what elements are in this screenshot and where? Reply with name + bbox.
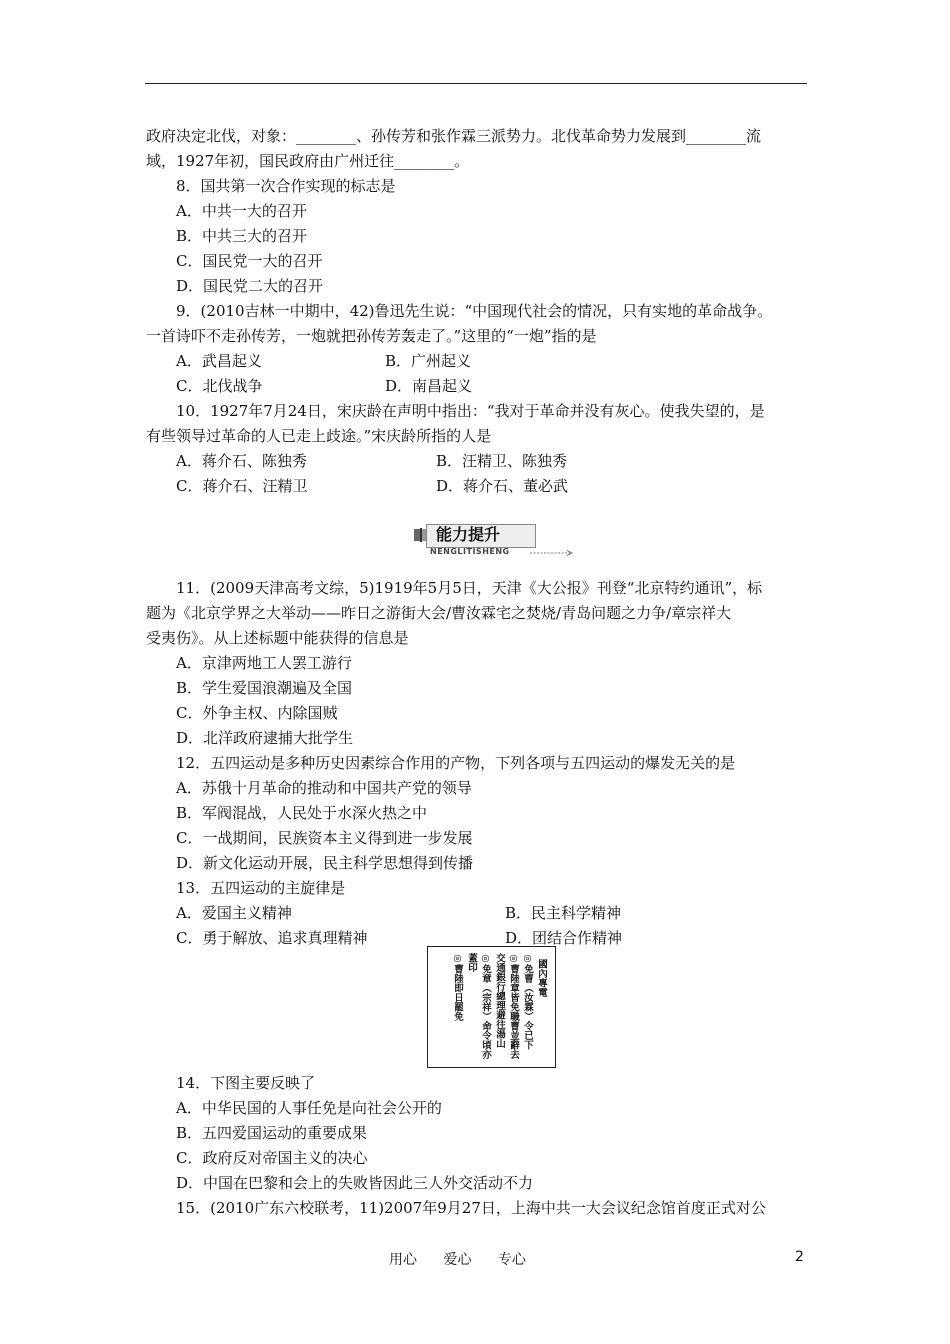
- option-b: B．民主科学精神: [505, 904, 622, 922]
- text-line: 政府决定北伐，对象：________、孙传芳和张作霖三派势力。北伐革命势力发展到________流: [146, 127, 762, 145]
- option-c: C．外争主权、内除国贼: [176, 704, 338, 722]
- telegram-column: 蓋印: [466, 953, 477, 972]
- option-c: C．一战期间，民族资本主义得到进一步发展: [176, 829, 473, 847]
- page-number: 2: [795, 1249, 804, 1265]
- option-b: B．广州起义: [385, 352, 472, 370]
- option-c: C．政府反对帝国主义的决心: [176, 1149, 368, 1167]
- text-line: 受夷伤》。从上述标题中能获得的信息是: [146, 629, 409, 647]
- text-line: 题为《北京学界之大举动——昨日之游街大会/曹汝霖宅之焚烧/青岛问题之力争/章宗祥大: [146, 604, 732, 622]
- option-a: A．中共一大的召开: [176, 202, 307, 220]
- text-line: 有些领导过革命的人已走上歧途。”宋庆龄所指的人是: [146, 427, 492, 445]
- telegram-column: ◎免章（宗祥）命令頃亦: [480, 953, 491, 1059]
- question-9: 9．(2010吉林一中期中，42)鲁迅先生说：“中国现代社会的情况，只有实地的革命战争。: [176, 302, 773, 320]
- telegram-columns: [451, 953, 547, 1065]
- option-c: C．国民党一大的召开: [176, 252, 323, 270]
- option-d: D．北洋政府逮捕大批学生: [176, 729, 354, 747]
- option-d: D．国民党二大的召开: [176, 277, 324, 295]
- header-rule: [145, 83, 807, 84]
- footer: [389, 1249, 548, 1269]
- option-d: D．新文化运动开展，民主科学思想得到传播: [176, 854, 474, 872]
- section-badge: [408, 522, 578, 562]
- option-b: B．学生爱国浪潮遍及全国: [176, 679, 353, 697]
- footer-text: 专心: [497, 1252, 526, 1268]
- option-b: B．五四爱国运动的重要成果: [176, 1124, 368, 1142]
- section-subtitle: NENGLITISHENG: [430, 547, 510, 556]
- option-a: A．武昌起义: [176, 352, 262, 370]
- text-line: 域，1927年初，国民政府由广州迁往________。: [146, 152, 470, 170]
- telegram-column: ◎曹陸章皆免職曹並辭去: [508, 953, 519, 1059]
- option-b: B．汪精卫、陈独秀: [436, 452, 568, 470]
- option-c: C．勇于解放、追求真理精神: [176, 929, 368, 947]
- question-15: 15．(2010广东六校联考，11)2007年9月27日，上海中共一大会议纪念馆首度正式对公: [176, 1199, 766, 1217]
- footer-text: 用心: [389, 1252, 417, 1268]
- telegram-column: 交通銀行總理避往湯山: [494, 953, 505, 1048]
- telegram-column: 國內專電: [536, 959, 547, 997]
- section-title: 能力提升: [436, 525, 501, 544]
- telegram-column: ◎免曹（汝霖）令已下: [522, 953, 533, 1050]
- arrow-icon: [530, 550, 574, 556]
- question-14: 14．下图主要反映了: [176, 1074, 316, 1092]
- question-10: 10．1927年7月24日，宋庆龄在声明中指出：“我对于革命并没有灰心。使我失望的，是: [176, 402, 765, 420]
- option-d: D．中国在巴黎和会上的失败皆因此三人外交活动不力: [176, 1174, 534, 1192]
- footer-text: 爱心: [443, 1252, 472, 1268]
- option-a: A．苏俄十月革命的推动和中国共产党的领导: [176, 779, 472, 797]
- option-d: D．南昌起义: [385, 377, 473, 395]
- option-c: C．蒋介石、汪精卫: [176, 477, 308, 495]
- option-a: A．中华民国的人事任免是向社会公开的: [176, 1099, 442, 1117]
- option-a: A．爱国主义精神: [176, 904, 292, 922]
- option-d: D．团结合作精神: [505, 929, 623, 947]
- question-12: 12．五四运动是多种历史因素综合作用的产物，下列各项与五四运动的爆发无关的是: [176, 754, 736, 772]
- option-b: B．军阀混战，人民处于水深火热之中: [176, 804, 428, 822]
- telegram-column: ◎曹陸即日罷免: [452, 953, 463, 1021]
- telegram-figure: [427, 946, 556, 1068]
- option-b: B．中共三大的召开: [176, 227, 308, 245]
- option-d: D．蒋介石、董必武: [436, 477, 569, 495]
- question-11: 11．(2009天津高考文综，5)1919年5月5日，天津《大公报》刊登“北京特约通讯”，标: [176, 579, 763, 597]
- question-13: 13．五四运动的主旋律是: [176, 879, 346, 897]
- option-a: A．蒋介石、陈独秀: [176, 452, 307, 470]
- option-a: A．京津两地工人罢工游行: [176, 654, 352, 672]
- text-line: 一首诗吓不走孙传芳，一炮就把孙传芳轰走了。”这里的“一炮”指的是: [146, 327, 597, 345]
- option-c: C．北伐战争: [176, 377, 263, 395]
- question-8: 8．国共第一次合作实现的标志是: [176, 177, 396, 195]
